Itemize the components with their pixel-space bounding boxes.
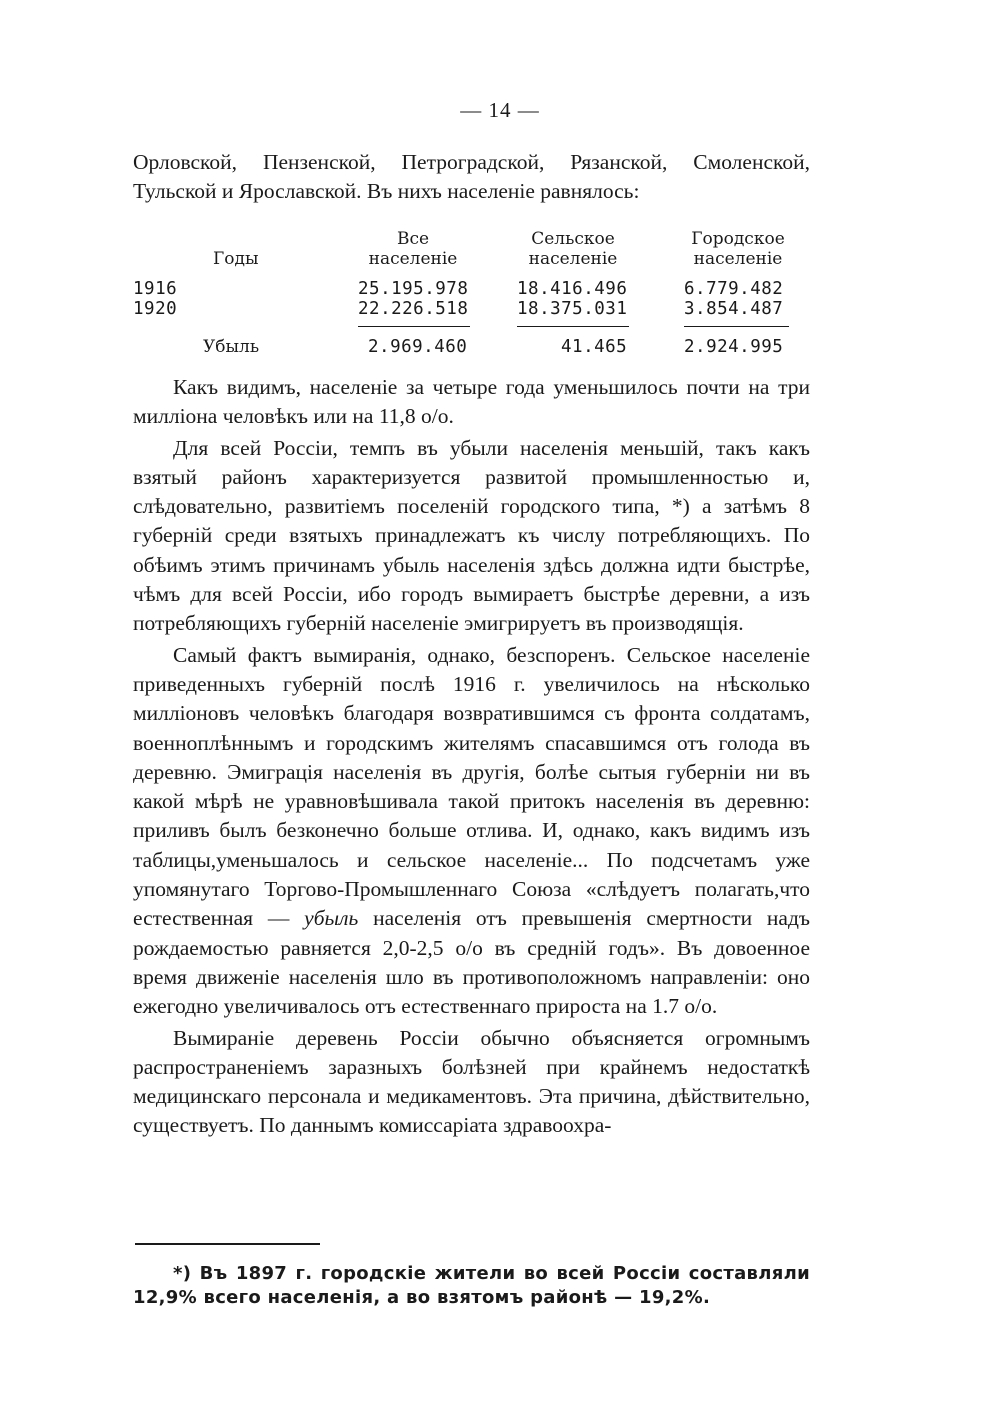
paragraph-russia-comparison: Для всей Россіи, темпъ въ убыли населенія меньшій, такъ какъ взятый районъ характеризуется развитой промышленностью и, слѣдовательно, развитіемъ поселеній городского типа, *) а затѣмъ 8 губерній среди взятыхъ принадлежатъ къ числу потребляющихъ. По обѣимъ этимъ причинамъ убыль населенія здѣсь должна идти быстрѣе, чѣмъ для всей Россіи, ибо городъ вымираетъ быстрѣе деревни, а изъ потребляющихъ губерній населеніе эмигрируетъ въ производящія. <box>133 435 810 636</box>
population-table <box>133 225 810 365</box>
paragraph-extinction-fact <box>133 641 810 1022</box>
row-1916-year: 1916 <box>133 279 178 299</box>
row-1920-urban: 3.854.487 <box>684 299 784 319</box>
row-1916-total: 25.195.978 <box>358 279 469 299</box>
footnote-divider <box>135 1243 320 1245</box>
loss-total: 2.969.460 <box>368 337 468 357</box>
intro-paragraph <box>133 148 810 206</box>
paragraph-extinction-text-before: Самый фактъ вымиранія, однако, безспоренъ. Сельское населеніе приведенныхъ губерній послѣ 1916 г. увеличилось на нѣсколько милліоновъ человѣкъ благодаря возвратившимся съ фронта солдатамъ, военноплѣннымъ и городскимъ жителямъ спасавшимся отъ голода въ деревню. Эмиграція населенія въ другія, болѣе сытыя губерніи ни въ какой мѣрѣ не уравновѣшивала такой притокъ населенія въ деревню: приливъ былъ безконечно больше отлива. И, однако, какъ видимъ изъ таблицы,уменьшалось и сельское населеніе... По подсчетамъ уже упомянутаго Торгово-Промышленнаго Союза «слѣдуетъ полагать,что естественная — <box>133 642 810 931</box>
row-1916-urban: 6.779.482 <box>684 279 784 299</box>
loss-rural: 41.465 <box>561 337 628 357</box>
header-rural-line2: населеніе <box>528 249 618 269</box>
header-rural-line1: Сельское <box>531 229 615 249</box>
row-1920-year: 1920 <box>133 299 178 319</box>
header-total-line1: Все <box>396 229 430 249</box>
footnote-text: *) Въ 1897 г. городскіе жители во всей Россіи составляли 12,9% всего населенія, а во взятомъ районѣ — 19,2%. <box>133 1263 810 1308</box>
header-urban-line1: Городское <box>691 229 785 249</box>
footnote <box>133 1262 810 1310</box>
rural-sum-rule <box>517 326 629 327</box>
paragraph-decline: Какъ видимъ, населеніе за четыре года уменьшилось почти на три милліона человѣкъ или на 11,8 о/о. <box>133 375 810 429</box>
intro-text: Орловской, Пензенской, Петроградской, Рязанской, Смоленской, Тульской и Ярославской. Въ нихъ населеніе равнялось: <box>133 150 810 203</box>
header-total-line2: населеніе <box>368 249 458 269</box>
paragraph-extinction-text-after: населенія отъ превышенія смертности надъ рождаемостью равняется 2,0-2,5 о/о въ средній годъ». Въ довоенное время движеніе населенія шло въ противоположномъ направленіи: оно ежегодно увеличивалось отъ естественнаго прироста на 1.7 о/о. <box>133 906 811 1019</box>
row-1920-rural: 18.375.031 <box>517 299 628 319</box>
header-urban-line2: населеніе <box>693 249 783 269</box>
row-1916-rural: 18.416.496 <box>517 279 628 299</box>
loss-label: Убыль <box>203 337 260 357</box>
row-1920-total: 22.226.518 <box>358 299 469 319</box>
header-years: Годы <box>213 249 259 269</box>
italic-loss-word: убыль <box>304 906 359 931</box>
paragraph-disease: Вымираніе деревень Россіи обычно объясняется огромнымъ распространеніемъ заразныхъ болѣзней при крайнемъ недостаткѣ медицинскаго персонала и медикаментовъ. Эта причина, дѣйствительно, существуетъ. По даннымъ комиссаріата здравоохра- <box>133 1025 810 1138</box>
urban-sum-rule <box>684 326 789 327</box>
total-sum-rule <box>358 326 470 327</box>
body-text <box>133 373 810 1141</box>
page-number: — 14 — <box>460 98 540 122</box>
loss-urban: 2.924.995 <box>684 337 784 357</box>
